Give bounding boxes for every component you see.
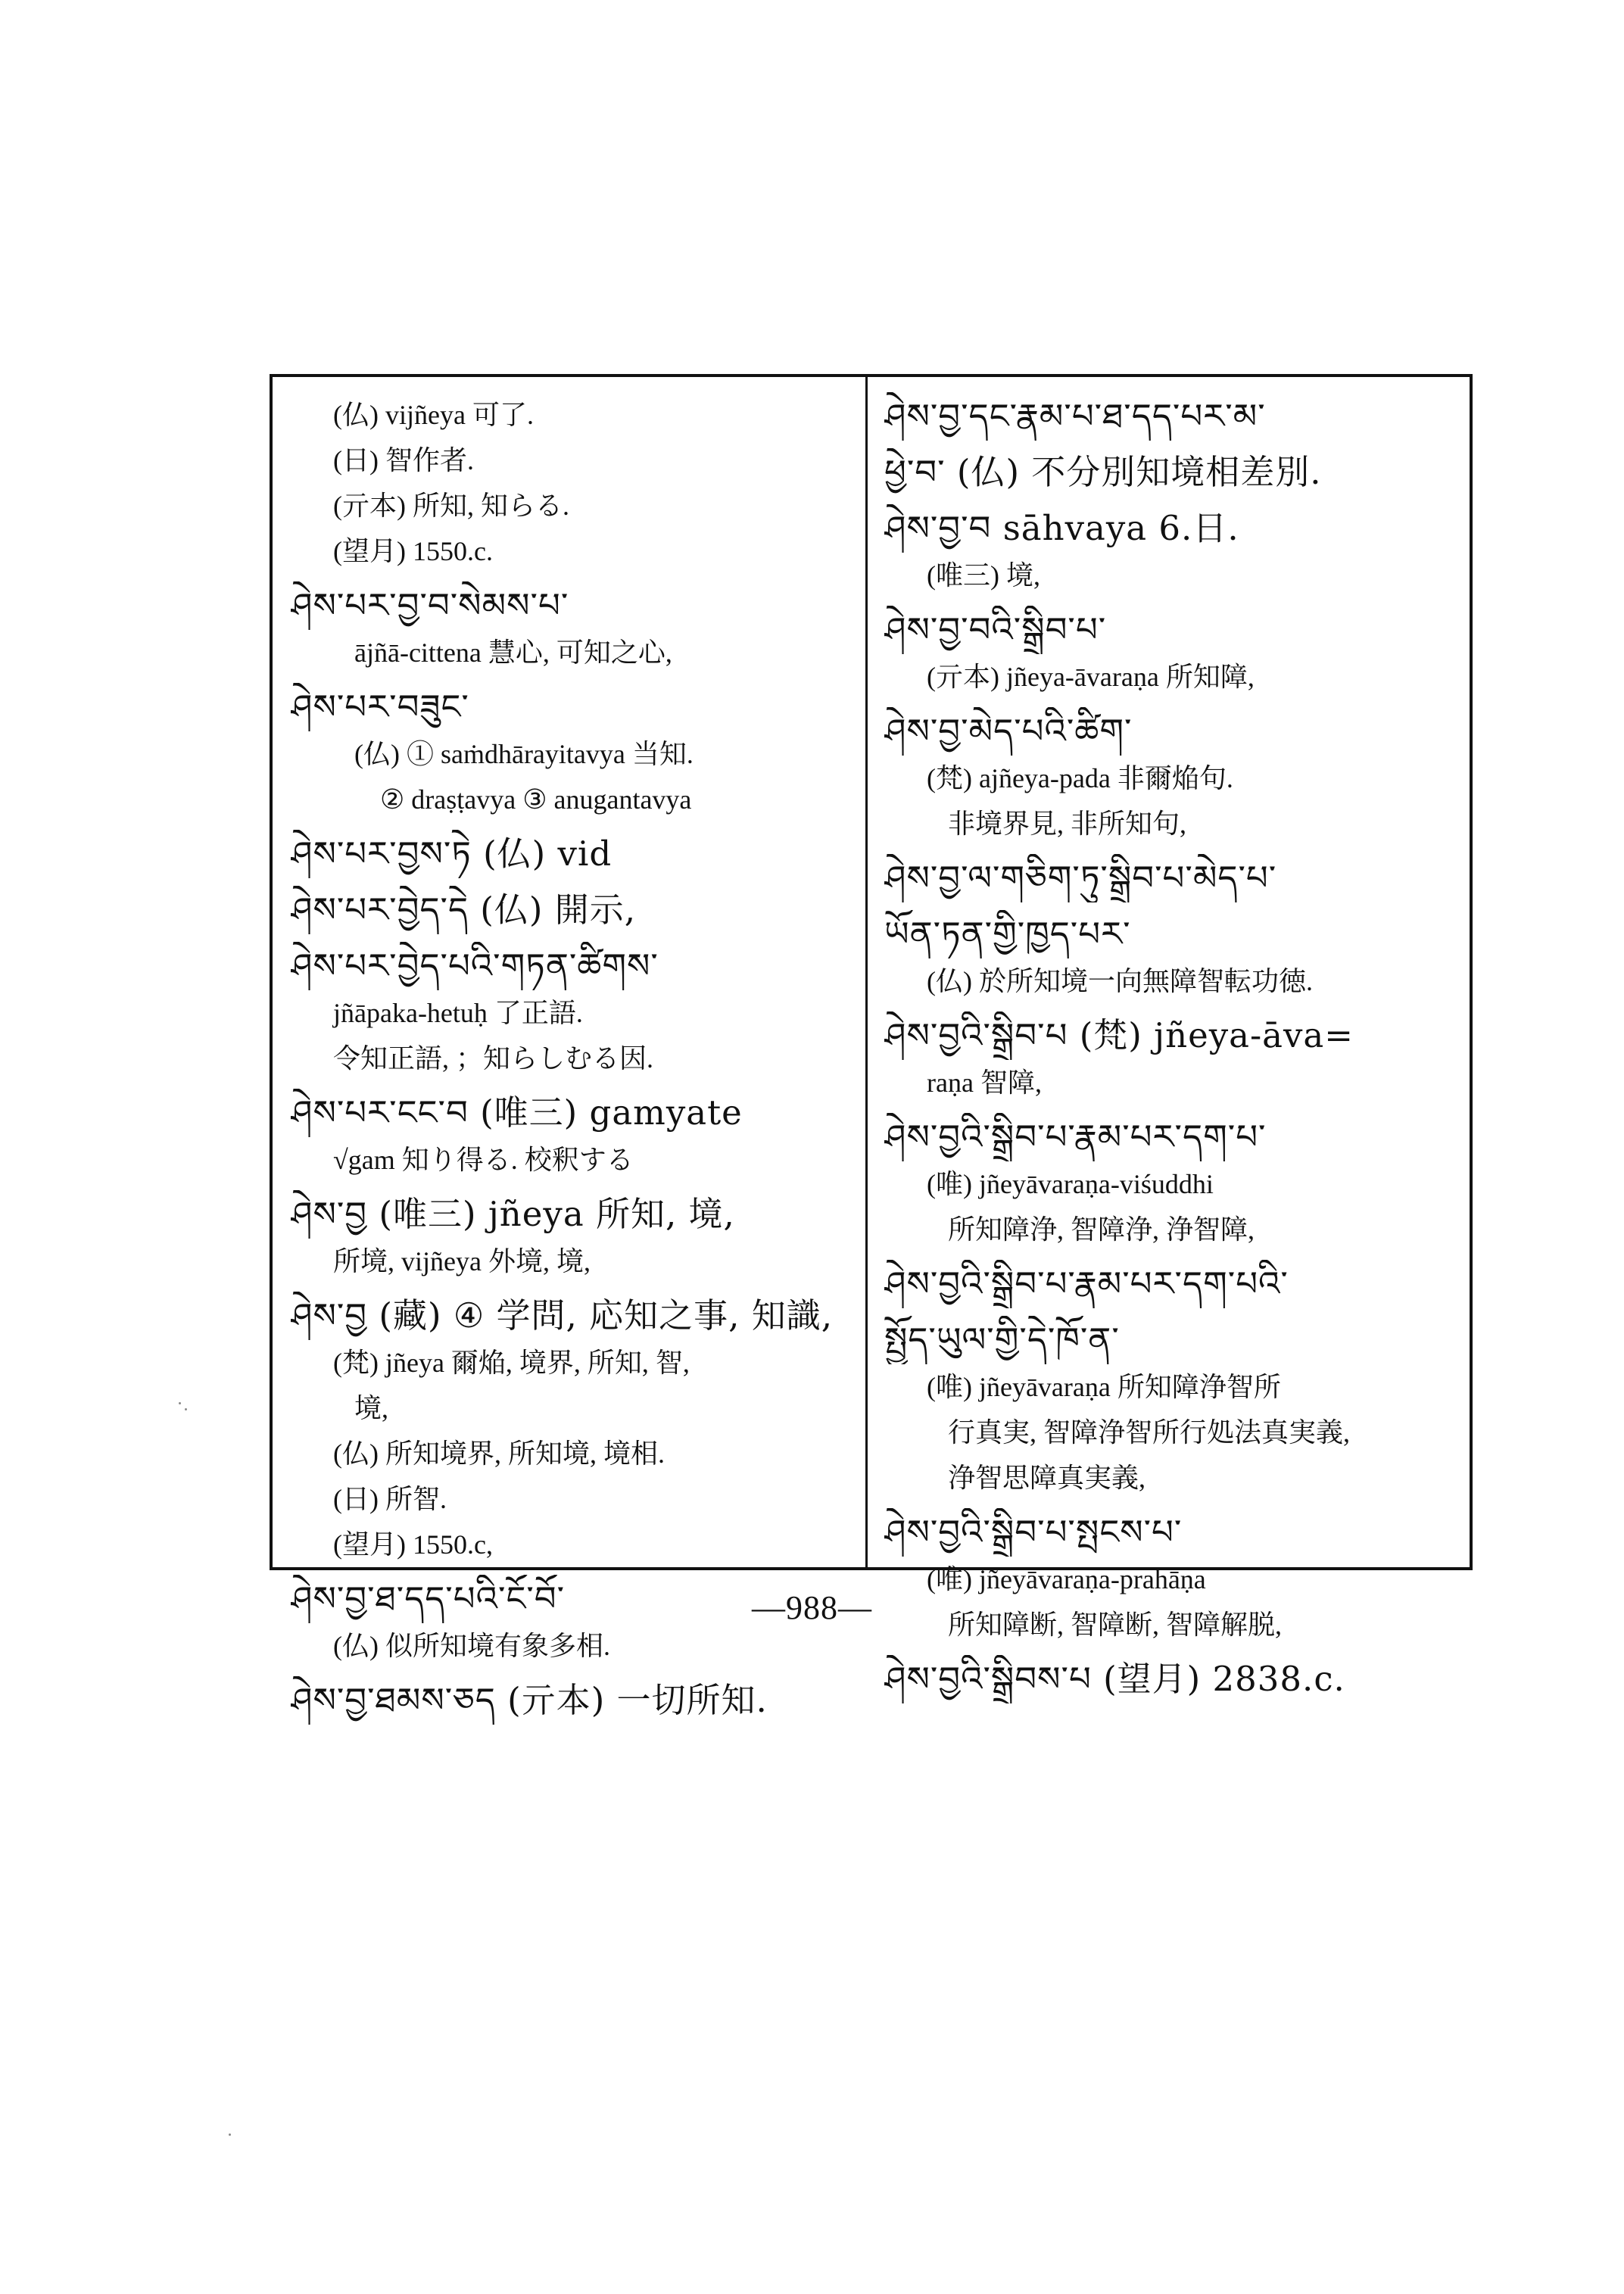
entry-gloss-line: ② draṣṭavya ③ anugantavya [380, 784, 692, 815]
entry-headword: ཤེས་བྱ་ཐམས་ཅད (亓本) 一切所知. [291, 1680, 768, 1720]
entry-headword: ཤེས་བྱ་མེད་པའི་ཚིག་ [884, 711, 1133, 751]
dictionary-entry [884, 1113, 1467, 1252]
entry-gloss-line: 行真実, 智障浄智所行処法真実義, [948, 1417, 1351, 1448]
dictionary-entry [884, 504, 1467, 598]
entry-gloss-line: 所境, vijñeya 外境, 境, [333, 1246, 591, 1276]
entry-gloss-line: (仏) 於所知境一向無障智転功徳. [927, 966, 1313, 996]
entry-headword: ཤེས་བྱ་བའི་སྒྲིབ་པ་ [884, 609, 1107, 650]
left-column [291, 392, 860, 1732]
dictionary-entry [884, 392, 1467, 441]
entry-headword: ཤེས་པར་བྱེད་དེ (仏) 開示, [291, 890, 637, 930]
dictionary-entry [291, 830, 860, 878]
dictionary-entry [884, 448, 1467, 497]
entry-gloss-line: 令知正語, ；知らしむる因. [333, 1043, 654, 1074]
scan-speck [185, 1408, 187, 1410]
entry-headword: ཤེས་བྱའི་སྒྲིབས་པ (望月) 2838.c. [884, 1659, 1345, 1699]
entry-gloss-line: raṇa 智障, [927, 1068, 1042, 1098]
entry-headword: ཤེས་བྱའི་སྒྲིབ་པ་སྤངས་པ་ [884, 1512, 1183, 1552]
entry-headword: ཤེས་བྱ (唯三) jñeya 所知, 境, [291, 1194, 735, 1234]
page-number: —988— [752, 1589, 872, 1626]
dictionary-entry [291, 942, 860, 1081]
entry-gloss-line: √gam 知り得る. 校釈する [333, 1145, 634, 1175]
dictionary-entry [884, 854, 1467, 902]
entry-gloss-line: (仏) 所知境界, 所知境, 境相. [333, 1438, 665, 1469]
entry-gloss-line: (望月) 1550.c, [333, 1529, 493, 1560]
entry-gloss-line: (唯) jñeyāvaraṇa-viśuddhi [927, 1169, 1214, 1199]
scan-speck [229, 2133, 231, 2136]
dictionary-entry [291, 1676, 860, 1725]
entry-gloss-line: (仏) vijñeya 可了. [333, 400, 534, 430]
entry-gloss-line: (梵) jñeya 爾焔, 境界, 所知, 智, [333, 1348, 690, 1378]
entry-gloss-line: 浄智思障真実義, [948, 1463, 1146, 1493]
entry-gloss-line: 所知障断, 智障断, 智障解脱, [948, 1610, 1283, 1640]
entry-headword: ཤེས་བྱ་ཐ་དད་པའི་ངོ་བོ་ [291, 1579, 566, 1619]
dictionary-entry [291, 392, 860, 574]
entry-gloss-line: (亓本) 所知, 知らる. [333, 491, 569, 521]
entry-gloss-line: ājñā-cittena 慧心, 可知之心, [354, 637, 672, 668]
dictionary-entry [884, 910, 1467, 1004]
entry-headword: ཕྱེ་བ་ (仏) 不分別知境相差別. [884, 452, 1322, 492]
dictionary-entry [884, 1011, 1467, 1105]
entry-gloss-line: (仏) 似所知境有象多相. [333, 1631, 610, 1661]
entry-headword: ཤེས་བྱ (藏) ④ 学問, 応知之事, 知識, [291, 1295, 833, 1336]
entry-headword: ཤེས་བྱའི་སྒྲིབ་པ་རྣམ་པར་དག་པའི་ [884, 1264, 1289, 1304]
entry-headword: ཤེས་བྱའི་སྒྲིབ་པ (梵) jñeya-āva= [884, 1015, 1354, 1055]
entry-headword: ཤེས་པར་བཟུང་ [291, 687, 469, 727]
entry-headword: ཤེས་བྱ་དང་རྣམ་པ་ཐ་དད་པར་མ་ [884, 396, 1266, 436]
dictionary-entry [884, 707, 1467, 846]
dictionary-entry [291, 1190, 860, 1284]
entry-gloss-line: (日) 智作者. [333, 445, 474, 475]
column-divider [865, 374, 868, 1570]
dictionary-entry [884, 606, 1467, 700]
entry-gloss-line: (唯) jñeyāvaraṇa-prahāṇa [927, 1564, 1206, 1594]
entry-gloss-line: (唯) jñeyāvaraṇa 所知障浄智所 [927, 1372, 1281, 1402]
entry-headword: ཤེས་པར་བྱས་ཏེ (仏) vid [291, 834, 613, 874]
right-column [884, 392, 1467, 1711]
entry-headword: ཤེས་བྱ་ལ་གཅིག་ཏུ་སྒྲིབ་པ་མེད་པ་ [884, 858, 1277, 898]
entry-gloss-line: (日) 所智. [333, 1484, 447, 1514]
entry-gloss-line: 境, [354, 1393, 389, 1423]
scan-speck [179, 1402, 181, 1404]
dictionary-entry [291, 1089, 860, 1183]
entry-gloss-line: (望月) 1550.c. [333, 536, 493, 566]
dictionary-entry [884, 1655, 1467, 1703]
entry-gloss-line: (唯三) 境, [927, 560, 1040, 591]
dictionary-entry [291, 581, 860, 675]
entry-headword: ཤེས་པར་ངང་བ (唯三) gamyate [291, 1092, 743, 1133]
entry-gloss-line: (梵) ajñeya-pada 非爾焔句. [927, 763, 1233, 793]
entry-gloss-line: (亓本) jñeya-āvaraṇa 所知障, [927, 662, 1255, 692]
entry-gloss-line: jñāpaka-hetuḥ 了正語. [333, 998, 583, 1028]
dictionary-entry [291, 886, 860, 934]
dictionary-entry [884, 1316, 1467, 1501]
entry-headword: ཡོན་ཏན་གྱི་ཁྱད་པར་ [884, 914, 1131, 954]
entry-headword: སྤྱོད་ཡུལ་གྱི་དེ་ཁོ་ན་ [884, 1320, 1120, 1360]
entry-headword: ཤེས་པར་བྱ་བ་སེམས་པ་ [291, 585, 569, 625]
dictionary-entry [291, 1292, 860, 1567]
entry-gloss-line: 非境界見, 非所知句, [948, 809, 1187, 839]
entry-headword: ཤེས་བྱ་བ sāhvaya 6.日. [884, 508, 1239, 548]
dictionary-entry [884, 1260, 1467, 1308]
dictionary-entry [291, 683, 860, 822]
entry-headword: ཤེས་པར་བྱེད་པའི་གཏན་ཚིགས་ [291, 946, 659, 986]
entry-gloss-line: 所知障浄, 智障浄, 浄智障, [948, 1214, 1255, 1245]
entry-gloss-line: (仏) ① saṁdhārayitavya 当知. [354, 739, 694, 769]
entry-headword: ཤེས་བྱའི་སྒྲིབ་པ་རྣམ་པར་དག་པ་ [884, 1117, 1267, 1157]
